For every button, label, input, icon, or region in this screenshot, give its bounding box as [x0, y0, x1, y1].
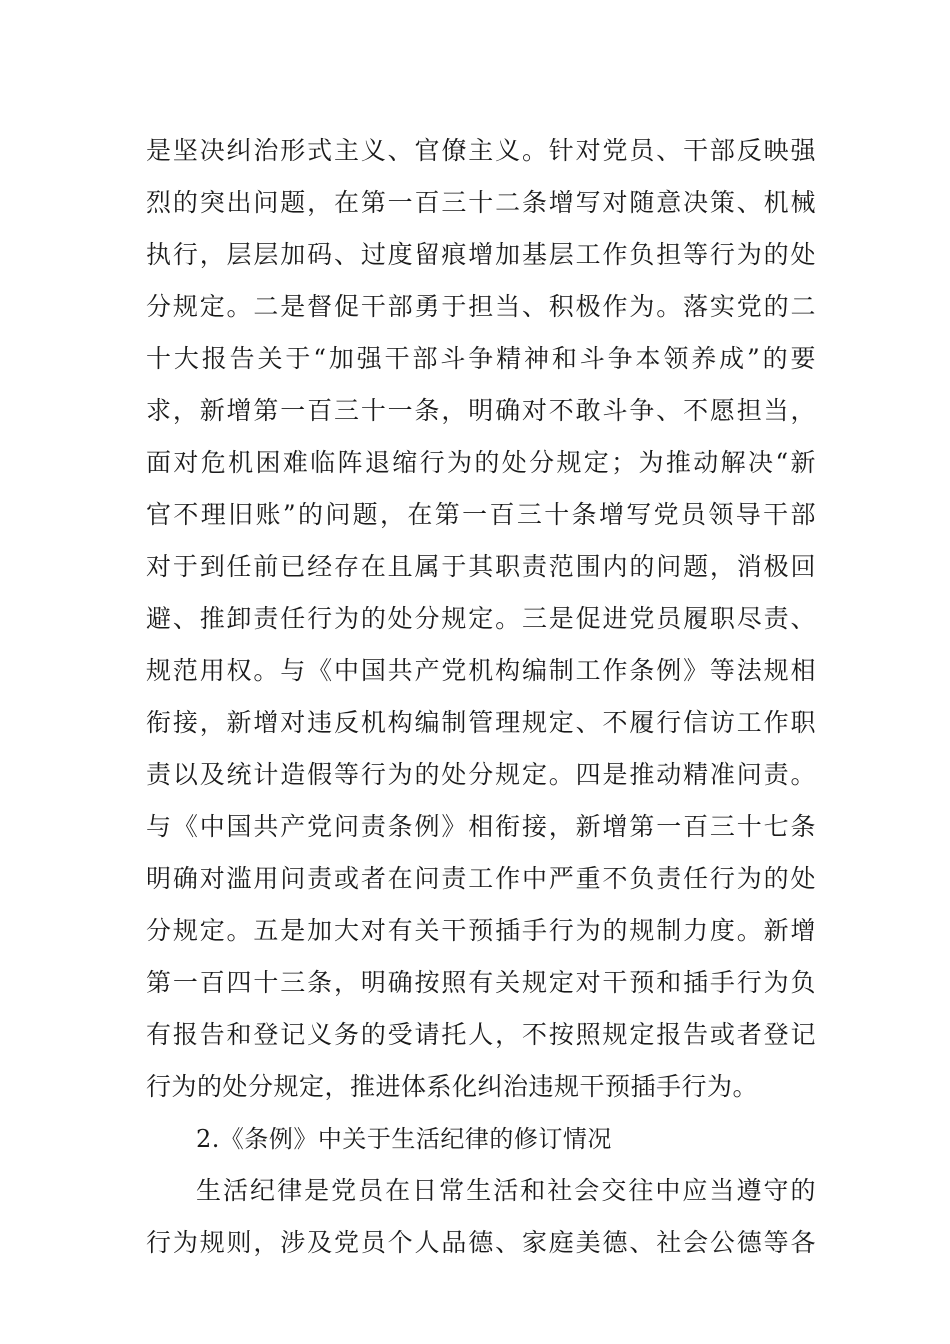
paragraph-line: 执行，层层加码、过度留痕增加基层工作负担等行为的处	[146, 240, 816, 269]
paragraph-line: 是坚决纠治形式主义、官僚主义。针对党员、干部反映强	[146, 136, 816, 165]
paragraph-line: 与《中国共产党问责条例》相衔接，新增第一百三十七条	[146, 812, 816, 841]
section-heading: 2.《条例》中关于生活纪律的修订情况	[196, 1125, 612, 1153]
paragraph-line: 烈的突出问题，在第一百三十二条增写对随意决策、机械	[146, 188, 816, 217]
paragraph-line: 分规定。五是加大对有关干预插手行为的规制力度。新增	[146, 916, 816, 945]
paragraph-line: 第一百四十三条，明确按照有关规定对干预和插手行为负	[146, 968, 816, 997]
paragraph-line: 求，新增第一百三十一条，明确对不敢斗争、不愿担当，	[146, 396, 816, 425]
paragraph-line: 避、推卸责任行为的处分规定。三是促进党员履职尽责、	[146, 604, 816, 633]
paragraph-line: 对于到任前已经存在且属于其职责范围内的问题，消极回	[146, 552, 816, 581]
paragraph-line: 责以及统计造假等行为的处分规定。四是推动精准问责。	[146, 760, 816, 789]
paragraph-line: 行为的处分规定，推进体系化纠治违规干预插手行为。	[146, 1072, 759, 1101]
paragraph-line: 衔接，新增对违反机构编制管理规定、不履行信访工作职	[146, 708, 816, 737]
paragraph-line: 面对危机困难临阵退缩行为的处分规定；为推动解决“新	[146, 448, 816, 477]
paragraph-line: 行为规则，涉及党员个人品德、家庭美德、社会公德等各	[146, 1228, 816, 1257]
paragraph-line: 明确对滥用问责或者在问责工作中严重不负责任行为的处	[146, 864, 816, 893]
paragraph-line: 有报告和登记义务的受请托人，不按照规定报告或者登记	[146, 1020, 816, 1049]
paragraph-line: 官不理旧账”的问题，在第一百三十条增写党员领导干部	[146, 500, 816, 529]
paragraph-line: 生活纪律是党员在日常生活和社会交往中应当遵守的	[196, 1176, 816, 1205]
paragraph-line: 分规定。二是督促干部勇于担当、积极作为。落实党的二	[146, 292, 816, 321]
paragraph-line: 规范用权。与《中国共产党机构编制工作条例》等法规相	[146, 656, 816, 685]
paragraph-line: 十大报告关于“加强干部斗争精神和斗争本领养成”的要	[146, 344, 816, 373]
